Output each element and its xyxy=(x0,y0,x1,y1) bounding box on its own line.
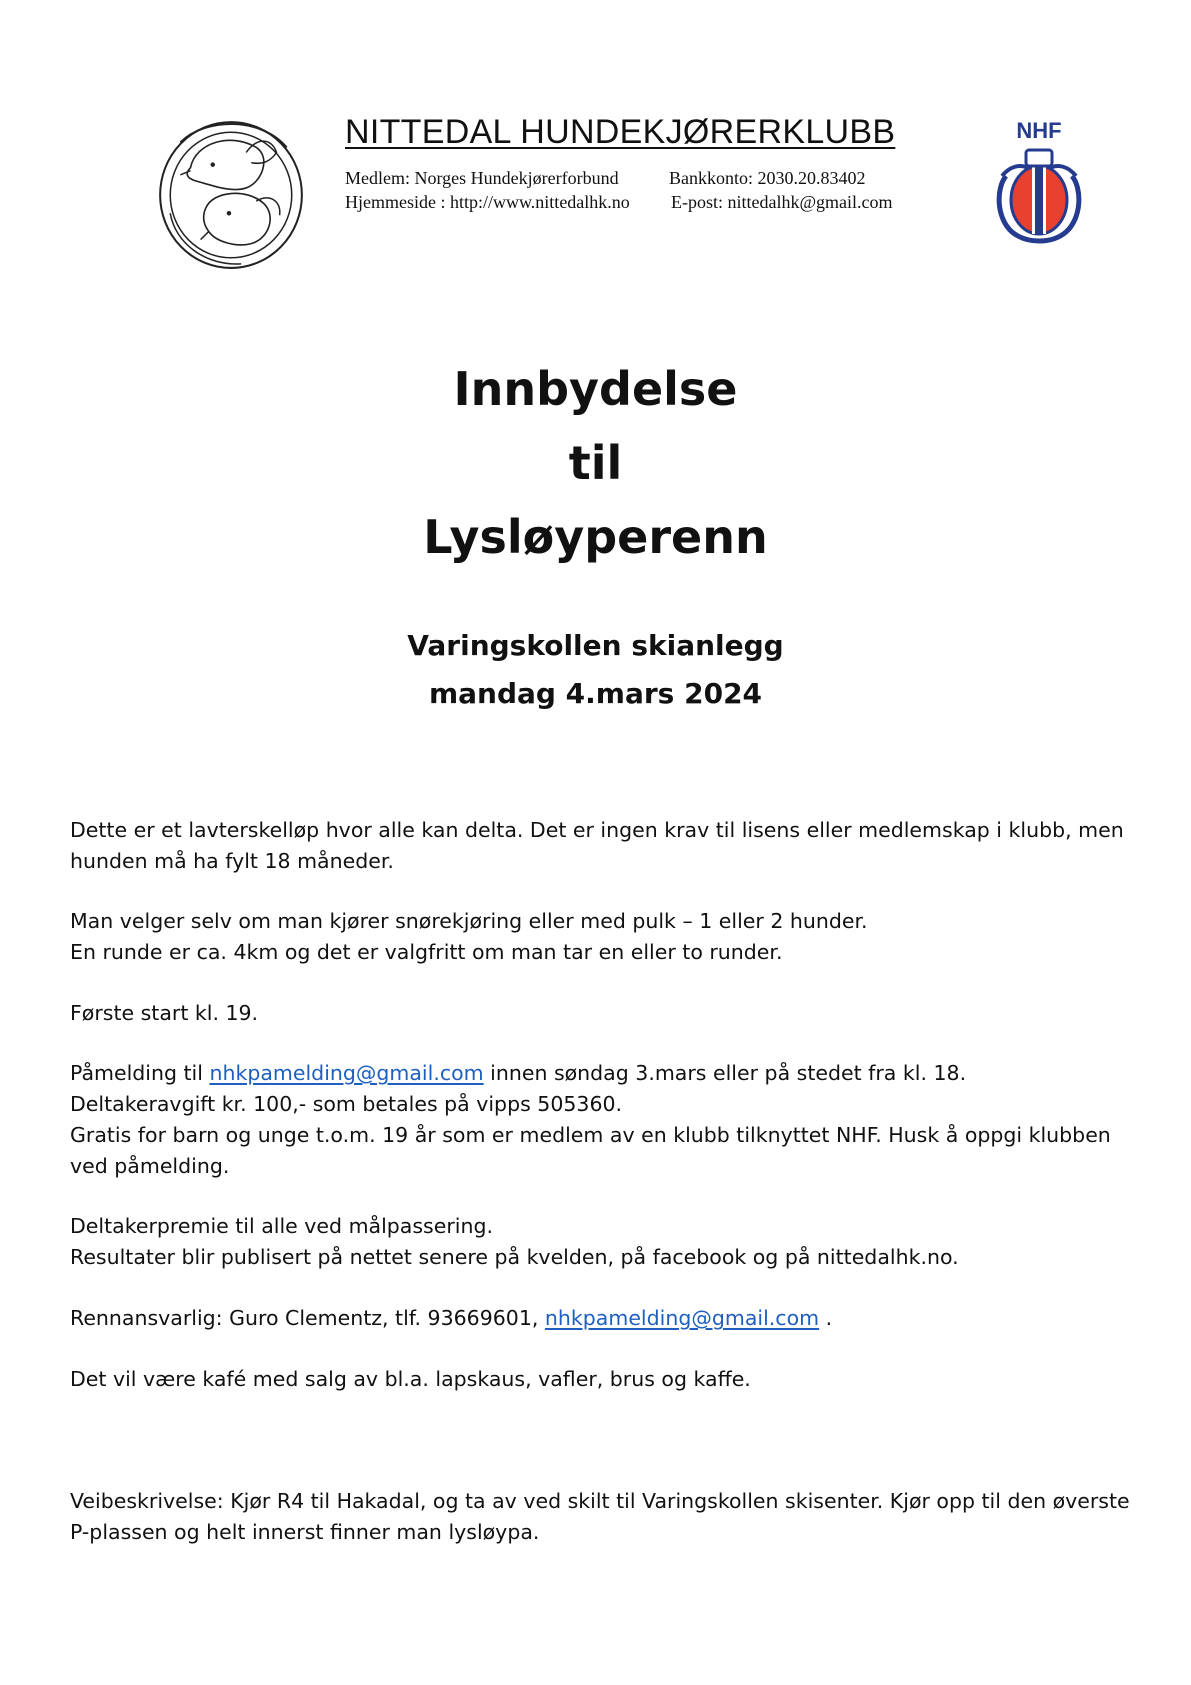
signup-prefix: Påmelding til xyxy=(70,1061,210,1085)
title-line-3: Lysløyperenn xyxy=(423,510,768,564)
first-start-text: Første start kl. 19. xyxy=(70,1001,259,1025)
results-text: Resultater blir publisert på nettet senere på kvelden, på facebook og på nittedalhk.no. xyxy=(70,1245,959,1269)
prize-paragraph xyxy=(70,1211,1130,1273)
venue: Varingskollen skianlegg xyxy=(407,629,784,662)
first-start-paragraph xyxy=(70,998,1130,1029)
cafe-paragraph xyxy=(70,1364,1130,1395)
club-name: NITTEDAL HUNDEKJØRERKLUBB xyxy=(345,113,896,151)
format-paragraph xyxy=(70,906,1130,968)
club-dog-logo-icon xyxy=(150,112,312,274)
responsible-text xyxy=(70,1303,1130,1334)
intro-paragraph xyxy=(70,815,1130,877)
event-subtitle xyxy=(0,622,1191,718)
info-line-contact xyxy=(345,192,893,213)
responsible-email-link[interactable]: nhkpamelding@gmail.com xyxy=(544,1306,820,1330)
responsible-paragraph xyxy=(70,1303,1130,1334)
signup-text xyxy=(70,1058,1130,1089)
signup-email-link[interactable]: nhkpamelding@gmail.com xyxy=(209,1061,484,1085)
prize-text: Deltakerpremie til alle ved målpassering. xyxy=(70,1214,493,1238)
cafe-text: Det vil være kafé med salg av bl.a. lapskaus, vafler, brus og kaffe. xyxy=(70,1367,751,1391)
free-text: Gratis for barn og unge t.o.m. 19 år som er medlem av en klubb tilknyttet NHF. Husk å oppgi klubben ved påmelding. xyxy=(70,1123,1111,1178)
nhf-logo-icon xyxy=(992,118,1086,244)
directions-text: Veibeskrivelse: Kjør R4 til Hakadal, og ta av ved skilt til Varingskollen skisenter. Kjør opp til den øverste P-plassen og helt innerst finner man lysløypa. xyxy=(70,1489,1130,1544)
nhf-logo-text: NHF xyxy=(1016,118,1062,143)
fee-text: Deltakeravgift kr. 100,- som betales på vipps 505360. xyxy=(70,1092,623,1116)
intro-text: Dette er et lavterskelløp hvor alle kan delta. Det er ingen krav til lisens eller medlemskap i klubb, men hunden må ha fylt 18 måneder. xyxy=(70,818,1124,873)
letterhead xyxy=(0,0,1191,280)
title-line-1: Innbydelse xyxy=(453,362,738,416)
title-line-2: til xyxy=(568,436,623,490)
responsible-suffix: . xyxy=(819,1306,833,1330)
member-text: Medlem: Norges Hundekjørerforbund xyxy=(345,168,619,188)
invitation-title xyxy=(0,352,1191,574)
info-line-membership xyxy=(345,168,866,189)
bank-account-text: Bankkonto: 2030.20.83402 xyxy=(669,168,866,188)
signup-suffix: innen søndag 3.mars eller på stedet fra kl. 18. xyxy=(483,1061,967,1085)
website-text[interactable]: Hjemmeside : http://www.nittedalhk.no xyxy=(345,192,630,212)
format-text-1: Man velger selv om man kjører snørekjøring eller med pulk – 1 eller 2 hunder. xyxy=(70,909,868,933)
event-date: mandag 4.mars 2024 xyxy=(428,677,763,710)
responsible-prefix: Rennansvarlig: Guro Clementz, tlf. 93669601, xyxy=(70,1306,545,1330)
directions-paragraph xyxy=(70,1486,1130,1548)
format-text-2: En runde er ca. 4km og det er valgfritt om man tar en eller to runder. xyxy=(70,940,783,964)
email-text[interactable]: E-post: nittedalhk@gmail.com xyxy=(671,192,893,212)
signup-paragraph xyxy=(70,1058,1130,1182)
